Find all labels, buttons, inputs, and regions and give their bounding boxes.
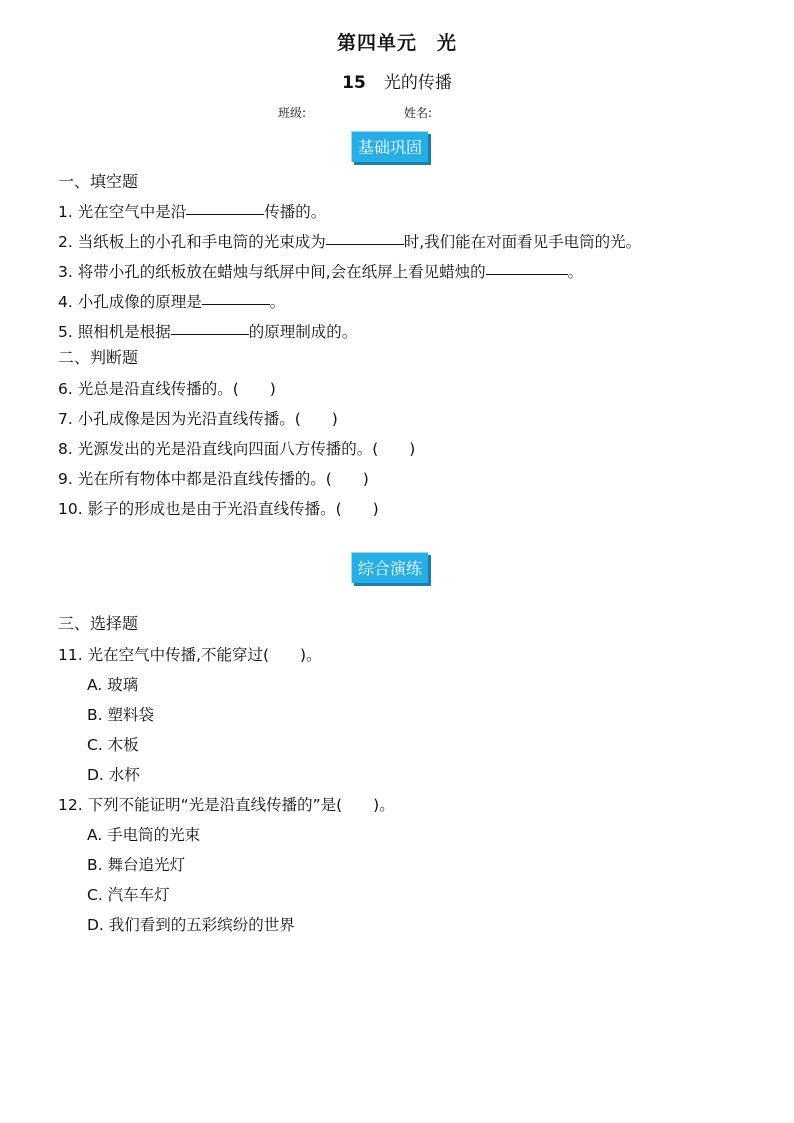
question-11-option-d[interactable]: D. 水杯	[87, 766, 140, 784]
section-fill-blank-title: 一、填空题	[58, 172, 139, 191]
question-9: 9. 光在所有物体中都是沿直线传播的。( )	[58, 470, 369, 488]
lesson-name: 光的传播	[383, 73, 452, 93]
question-8: 8. 光源发出的光是沿直线向四面八方传播的。( )	[58, 440, 416, 458]
question-4-text: 4. 小孔成像的原理是	[58, 293, 202, 311]
question-2-text-end: 时,我们能在对面看见手电筒的光。	[403, 233, 642, 251]
question-3-text-end: 。	[567, 263, 584, 281]
section-true-false-title: 二、判断题	[58, 348, 139, 367]
class-label: 班级:	[278, 106, 307, 120]
question-2	[58, 230, 641, 252]
question-5-text-end: 的原理制成的。	[248, 323, 358, 341]
question-1-text: 1. 光在空气中是沿	[58, 203, 187, 221]
banner-comprehensive: 综合演练	[351, 552, 428, 583]
question-5	[58, 320, 357, 342]
question-11-option-b[interactable]: B. 塑料袋	[87, 706, 154, 724]
question-1-text-end: 传播的。	[264, 203, 327, 221]
question-5-text: 5. 照相机是根据	[58, 323, 171, 341]
question-4-text-end: 。	[269, 293, 286, 311]
lesson-number: 15	[342, 73, 366, 93]
question-10: 10. 影子的形成也是由于光沿直线传播。( )	[58, 500, 379, 518]
question-11-option-c[interactable]: C. 木板	[87, 736, 139, 754]
question-3-text: 3. 将带小孔的纸板放在蜡烛与纸屏中间,会在纸屏上看见蜡烛的	[58, 263, 486, 281]
question-1	[58, 200, 326, 222]
question-12-option-b[interactable]: B. 舞台追光灯	[87, 856, 185, 874]
question-7: 7. 小孔成像是因为光沿直线传播。( )	[58, 410, 338, 428]
answer-blank[interactable]	[326, 243, 404, 245]
answer-blank[interactable]	[186, 213, 264, 215]
section-multiple-choice-title: 三、选择题	[58, 614, 139, 633]
question-6: 6. 光总是沿直线传播的。( )	[58, 380, 276, 398]
question-11-option-a[interactable]: A. 玻璃	[87, 676, 139, 694]
question-11-stem: 11. 光在空气中传播,不能穿过( )。	[58, 646, 322, 664]
question-12-option-d[interactable]: D. 我们看到的五彩缤纷的世界	[87, 916, 295, 934]
question-4	[58, 290, 285, 312]
answer-blank[interactable]	[171, 333, 249, 335]
question-3	[58, 260, 583, 282]
banner-basic: 基础巩固	[351, 131, 428, 162]
answer-blank[interactable]	[486, 273, 568, 275]
unit-title: 第四单元 光	[336, 32, 457, 54]
answer-blank[interactable]	[202, 303, 270, 305]
name-label: 姓名:	[404, 106, 433, 120]
question-2-text: 2. 当纸板上的小孔和手电筒的光束成为	[58, 233, 326, 251]
question-12-option-a[interactable]: A. 手电筒的光束	[87, 826, 201, 844]
lesson-title	[0, 68, 794, 93]
question-12-stem: 12. 下列不能证明“光是沿直线传播的”是( )。	[58, 796, 395, 814]
question-12-option-c[interactable]: C. 汽车车灯	[87, 886, 170, 904]
